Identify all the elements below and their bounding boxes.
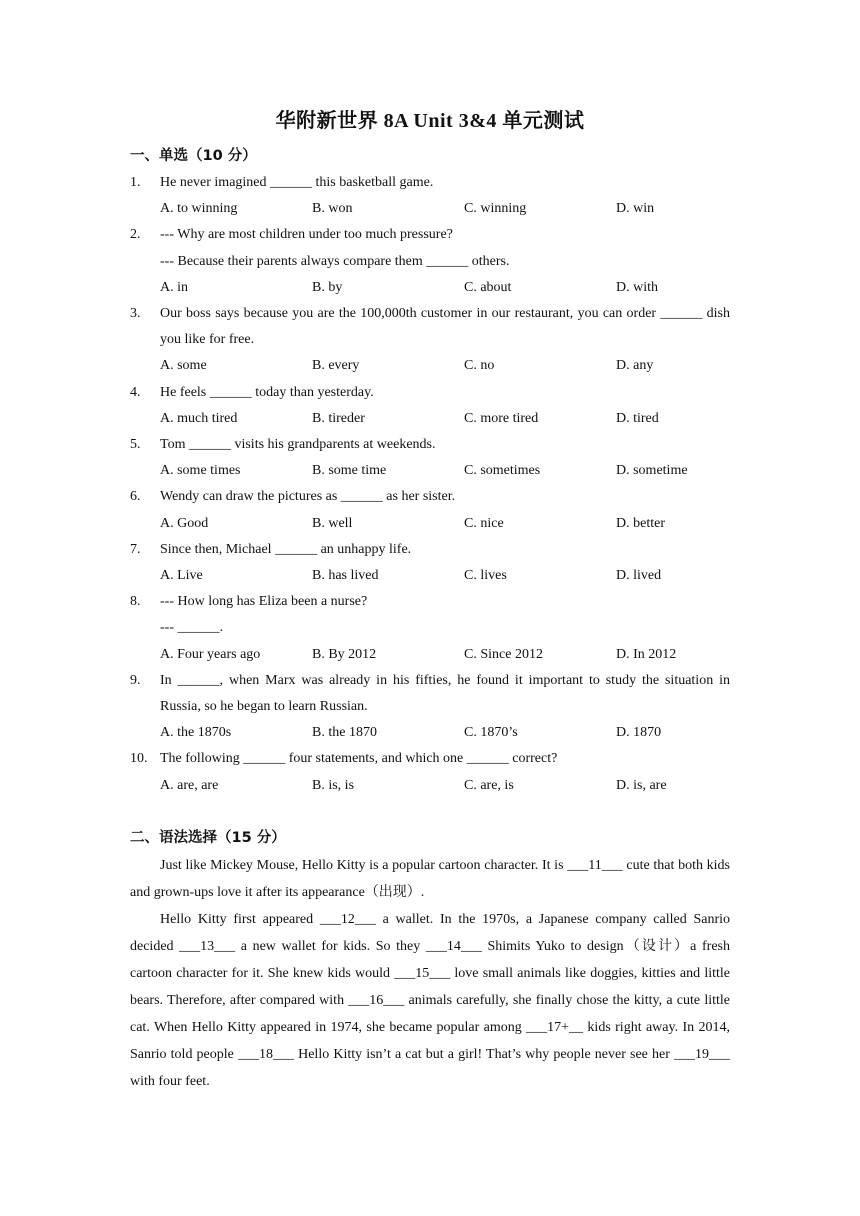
question-number: 9. [130, 672, 141, 688]
question-text: He never imagined ______ this basketball game. [160, 175, 434, 190]
passage-paragraph: Just like Mickey Mouse, Hello Kitty is a popular cartoon character. It is ___11___ cute that both kids and grown-ups love it after its appearance（出现）. [130, 858, 730, 900]
answer-option: B. every [312, 358, 360, 374]
question-list [130, 170, 730, 799]
question-number: 8. [130, 594, 141, 610]
answer-option: B. won [312, 201, 353, 217]
answer-option: A. Four years ago [160, 646, 261, 662]
answer-option: C. winning [464, 201, 527, 217]
answer-options [130, 196, 730, 222]
answer-option: B. is, is [312, 777, 355, 793]
answer-option: B. well [312, 515, 353, 531]
question-item [130, 668, 730, 747]
answer-option: D. tired [616, 410, 659, 426]
answer-option: A. some [160, 358, 207, 374]
question-text: He feels ______ today than yesterday. [160, 384, 374, 400]
question-text: Wendy can draw the pictures as ______ as her sister. [160, 489, 456, 505]
question-number: 3. [130, 306, 141, 322]
grammar-passage [130, 852, 730, 1095]
answer-option: B. the 1870 [312, 725, 377, 741]
answer-option: A. are, are [160, 777, 219, 793]
answer-options [130, 773, 730, 799]
question-item [130, 222, 730, 301]
answer-option: A. some times [160, 463, 241, 479]
answer-options [130, 458, 730, 484]
answer-option: C. Since 2012 [464, 646, 543, 662]
question-item [130, 484, 730, 536]
answer-option: A. Live [160, 568, 203, 584]
answer-option: D. any [616, 358, 654, 374]
page-title: 华附新世界 8A Unit 3&4 单元测试 [275, 110, 585, 132]
answer-option: A. the 1870s [160, 725, 232, 741]
question-number: 4. [130, 384, 141, 400]
answer-option: C. about [464, 279, 512, 295]
question-number: 2. [130, 227, 141, 243]
answer-option: C. lives [464, 568, 507, 584]
answer-option: D. with [616, 279, 658, 295]
answer-option: A. in [160, 279, 188, 295]
question-number: 1. [130, 175, 141, 190]
question-item [130, 301, 730, 380]
question-item [130, 746, 730, 798]
answer-option: C. no [464, 358, 495, 374]
question-number: 5. [130, 437, 141, 453]
question-number: 10. [130, 751, 148, 767]
question-text-line: --- Because their parents always compare them ______ others. [160, 253, 510, 269]
question-text: Since then, Michael ______ an unhappy life. [160, 541, 412, 557]
question-item [130, 537, 730, 589]
answer-option: D. In 2012 [616, 646, 677, 662]
question-item [130, 170, 730, 222]
answer-options [130, 406, 730, 432]
answer-option: B. some time [312, 463, 387, 479]
passage-paragraph: Hello Kitty first appeared ___12___ a wallet. In the 1970s, a Japanese company called Sanrio decided ___13___ a new wallet for kids. So they ___14___ Shimits Yuko to design（设计）a fresh cartoon character for it. She knew kids would ___15___ love small animals like doggies, kitties and little bears. Therefore, after compared with ___16___ animals carefully, she finally chose the kitty, a cute little cat. When Hello Kitty appeared in 1974, she became popular among ___17+__ kids right away. In 2014, Sanrio told people ___18___ Hello Kitty isn’t a cat but a girl! That’s why people never see her ___19___ with four feet. [130, 912, 730, 1089]
answer-option: D. better [616, 515, 665, 531]
question-item [130, 432, 730, 484]
answer-option: B. tireder [312, 410, 365, 426]
question-item [130, 589, 730, 668]
answer-option: C. are, is [464, 777, 514, 793]
question-text: --- Why are most children under too much pressure? [160, 227, 453, 243]
answer-option: D. win [616, 201, 655, 217]
question-text: In ______, when Marx was already in his fifties, he found it important to study the situation in Russia, so he began to learn Russian. [160, 672, 730, 715]
answer-option: D. 1870 [616, 725, 662, 741]
question-text: Tom ______ visits his grandparents at weekends. [160, 437, 436, 453]
answer-option: C. 1870’s [464, 725, 518, 741]
question-text: The following ______ four statements, and which one ______ correct? [160, 751, 558, 767]
answer-option: B. By 2012 [312, 646, 377, 662]
answer-option: A. Good [160, 515, 209, 531]
answer-option: D. sometime [616, 463, 688, 479]
answer-options [130, 642, 730, 668]
answer-options [130, 275, 730, 301]
question-text-line: --- ______. [160, 620, 223, 636]
answer-options [130, 353, 730, 379]
question-number: 6. [130, 489, 141, 505]
answer-options [130, 563, 730, 589]
answer-option: D. is, are [616, 777, 667, 793]
question-text: --- How long has Eliza been a nurse? [160, 594, 368, 610]
question-number: 7. [130, 541, 141, 557]
answer-option: A. to winning [160, 201, 238, 217]
answer-option: A. much tired [160, 410, 238, 426]
question-item [130, 380, 730, 432]
question-text: Our boss says because you are the 100,000th customer in our restaurant, you can order ______ dish you like for free. [160, 306, 730, 348]
answer-option: D. lived [616, 568, 662, 584]
answer-option: C. more tired [464, 410, 539, 426]
answer-option: C. sometimes [464, 463, 541, 479]
section1-heading: 一、单选（10 分） [130, 148, 257, 164]
answer-options [130, 511, 730, 537]
answer-option: C. nice [464, 515, 504, 531]
answer-option: B. has lived [312, 568, 379, 584]
section2-heading: 二、语法选择（15 分） [130, 830, 286, 846]
answer-option: B. by [312, 279, 343, 295]
answer-options [130, 720, 730, 746]
